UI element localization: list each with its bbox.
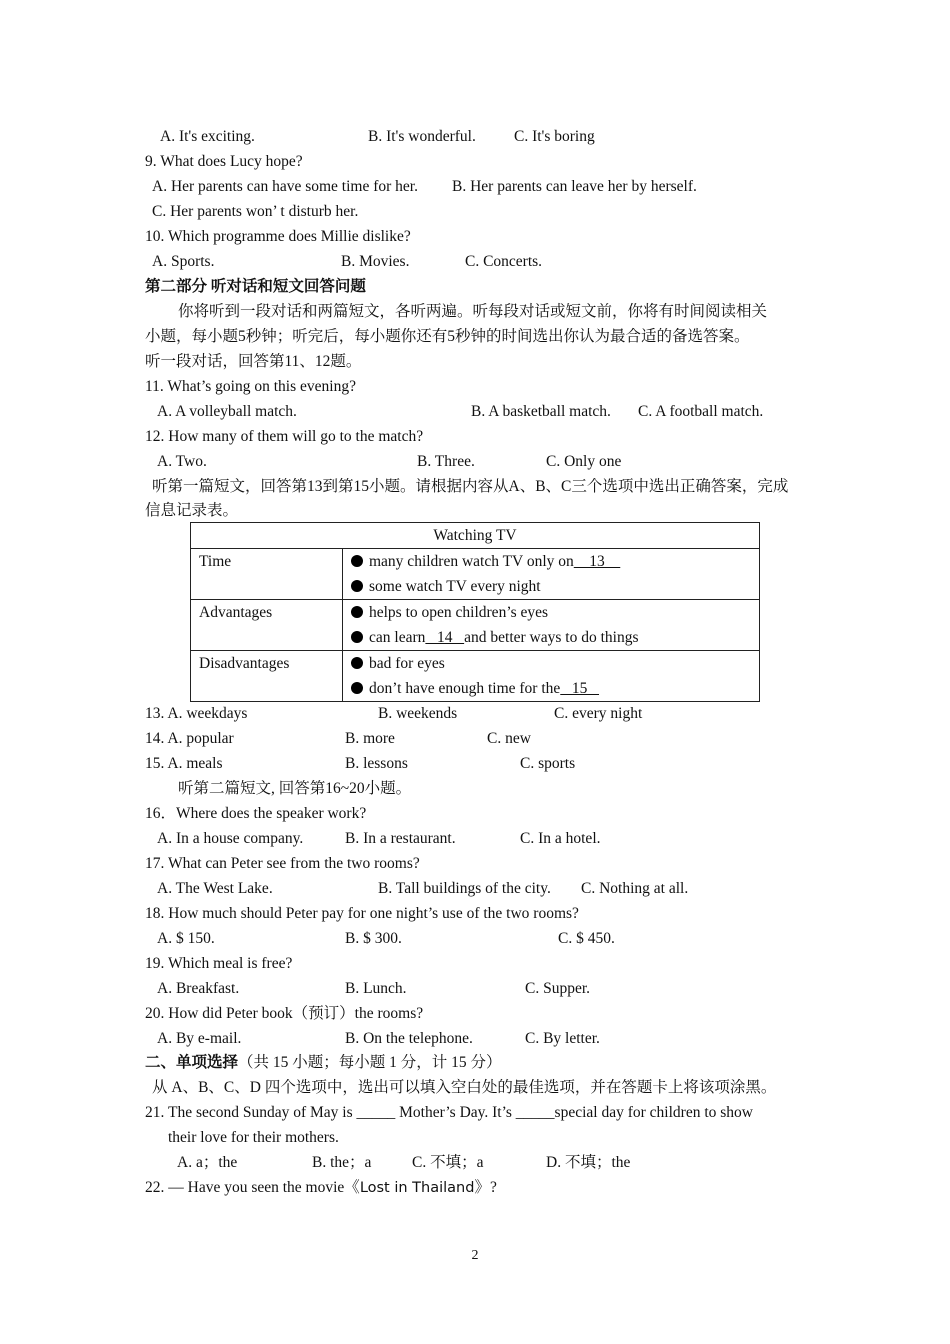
q18-option-c: C. $ 450.: [558, 930, 615, 947]
q10-option-c: C. Concerts.: [465, 253, 543, 270]
section2-instruction: 从 A、B、C、D 四个选项中，选出可以填入空白处的最佳选项，并在答题卡上将该项涂黑。: [152, 1079, 777, 1096]
q22-stem-post: 》?: [474, 1179, 497, 1196]
time-label: Time: [191, 549, 343, 600]
q10-option-b: B. Movies.: [341, 253, 410, 270]
dialog-note: 听一段对话，回答第11、12题。: [145, 353, 362, 370]
q17-option-b: B. Tall buildings of the city.: [378, 880, 551, 897]
section2-heading: [145, 1053, 502, 1073]
part2-intro-line2: 小题，每小题5秒钟；听完后，每小题你还有5秒钟的时间选出你认为最合适的备选答案。: [145, 328, 750, 345]
bullet-icon: [351, 682, 363, 694]
q22-movie-title: Lost in Thailand: [359, 1180, 475, 1196]
q18-option-b: B. $ 300.: [345, 930, 402, 947]
q12-stem: 12. How many of them will go to the match?: [145, 428, 424, 445]
bullet-icon: [351, 580, 363, 592]
table-title: Watching TV: [191, 523, 760, 549]
q17-option-c: C. Nothing at all.: [581, 880, 689, 897]
q18-option-a: A. $ 150.: [157, 930, 215, 947]
q10-option-a: A. Sports.: [152, 253, 215, 270]
page-number: 2: [471, 1248, 479, 1263]
q22-stem-pre: 22. — Have you seen the movie《: [145, 1179, 360, 1196]
q9-stem: 9. What does Lucy hope?: [145, 153, 303, 170]
q12-option-b: B. Three.: [417, 453, 475, 470]
q13-option-b: B. weekends: [378, 705, 458, 722]
q18-stem: 18. How much should Peter pay for one night’s use of the two rooms?: [145, 905, 579, 922]
q9-option-b: B. Her parents can leave her by herself.: [452, 178, 697, 195]
q14-option-b: B. more: [345, 730, 395, 747]
dis-2-pre: don’t have enough time for the: [369, 680, 561, 697]
q15-option-b: B. lessons: [345, 755, 408, 772]
q13-option-a: 13. A. weekdays: [145, 705, 248, 722]
q17-option-a: A. The West Lake.: [157, 880, 273, 897]
q19-stem: 19. Which meal is free?: [145, 955, 293, 972]
q9-option-c: C. Her parents won’ t disturb her.: [152, 203, 359, 220]
bullet-icon: [351, 657, 363, 669]
passage1-note-line2: 信息记录表。: [145, 502, 239, 519]
dis-1-text: bad for eyes: [369, 655, 445, 672]
q20-option-c: C. By letter.: [525, 1030, 600, 1047]
q21-option-b: B. the；a: [312, 1154, 372, 1171]
q21-option-c: C. 不填；a: [412, 1154, 484, 1171]
q19-option-c: C. Supper.: [525, 980, 591, 997]
q20-stem: 20. How did Peter book（预订）the rooms?: [145, 1005, 424, 1022]
adv-2-post: and better ways to do things: [464, 629, 639, 646]
q11-option-c: C. A football match.: [638, 403, 764, 420]
blank-15: 15: [560, 680, 600, 697]
q10-stem: 10. Which programme does Millie dislike?: [145, 228, 411, 245]
q15-option-c: C. sports: [520, 755, 576, 772]
q21-stem-line2: their love for their mothers.: [168, 1129, 339, 1146]
q21-option-d: D. 不填；the: [546, 1154, 631, 1171]
part2-heading: 第二部分 听对话和短文回答问题: [145, 278, 366, 295]
time-2-text: some watch TV every night: [369, 578, 541, 595]
q16-option-a: A. In a house company.: [157, 830, 304, 847]
q20-option-a: A. By e-mail.: [157, 1030, 242, 1047]
q8-option-b: B. It's wonderful.: [368, 128, 476, 145]
q19-option-b: B. Lunch.: [345, 980, 407, 997]
time-cell: [343, 549, 760, 600]
q11-option-a: A. A volleyball match.: [157, 403, 297, 420]
q17-stem: 17. What can Peter see from the two rooms?: [145, 855, 420, 872]
disadvantages-label: Disadvantages: [191, 651, 343, 702]
q12-option-a: A. Two.: [157, 453, 207, 470]
passage2-note: 听第二篇短文, 回答第16~20小题。: [178, 780, 412, 797]
q15-option-a: 15. A. meals: [145, 755, 223, 772]
q13-option-c: C. every night: [554, 705, 643, 722]
adv-2-pre: can learn: [369, 629, 426, 646]
adv-1-text: helps to open children’s eyes: [369, 604, 549, 621]
time-1-text: many children watch TV only on: [369, 553, 574, 570]
q22-stem: [145, 1178, 497, 1198]
section2-heading-rest: （共 15 小题；每小题 1 分，计 15 分）: [238, 1054, 502, 1071]
blank-14: 14: [425, 629, 465, 646]
time-row-1: [351, 549, 751, 574]
section2-heading-bold: 二、单项选择: [145, 1054, 239, 1071]
bullet-icon: [351, 631, 363, 643]
adv-row-2: [351, 625, 751, 650]
q14-option-a: 14. A. popular: [145, 730, 234, 747]
q16-stem: 16．Where does the speaker work?: [145, 805, 367, 822]
bullet-icon: [351, 606, 363, 618]
q8-option-c: C. It's boring: [514, 128, 595, 145]
q20-option-b: B. On the telephone.: [345, 1030, 473, 1047]
q14-option-c: C. new: [487, 730, 531, 747]
q12-option-c: C. Only one: [546, 453, 622, 470]
blank-13: 13: [573, 553, 621, 570]
part2-intro-line1: 你将听到一段对话和两篇短文，各听两遍。听每段对话或短文前，你将有时间阅读相关: [178, 303, 768, 320]
q9-option-a: A. Her parents can have some time for her.: [152, 178, 418, 195]
bullet-icon: [351, 555, 363, 567]
q21-option-a: A. a；the: [177, 1154, 238, 1171]
q21-stem-line1: 21. The second Sunday of May is _____ Mother’s Day. It’s _____special day for children to show: [145, 1104, 753, 1121]
passage1-note-line1: 听第一篇短文，回答第13到第15小题。请根据内容从A、B、C三个选项中选出正确答案，完成: [152, 478, 789, 495]
time-row-2: [351, 574, 751, 599]
q16-option-c: C. In a hotel.: [520, 830, 601, 847]
q11-stem: 11. What’s going on this evening?: [145, 378, 356, 395]
q19-option-a: A. Breakfast.: [157, 980, 240, 997]
q11-option-b: B. A basketball match.: [471, 403, 611, 420]
disadvantages-cell: [343, 651, 760, 702]
advantages-cell: [343, 600, 760, 651]
dis-row-2: [351, 676, 751, 701]
adv-row-1: [351, 600, 751, 625]
q8-option-a: A. It's exciting.: [160, 128, 255, 145]
advantages-label: Advantages: [191, 600, 343, 651]
dis-row-1: [351, 651, 751, 676]
watching-tv-table: [190, 522, 760, 702]
q16-option-b: B. In a restaurant.: [345, 830, 456, 847]
